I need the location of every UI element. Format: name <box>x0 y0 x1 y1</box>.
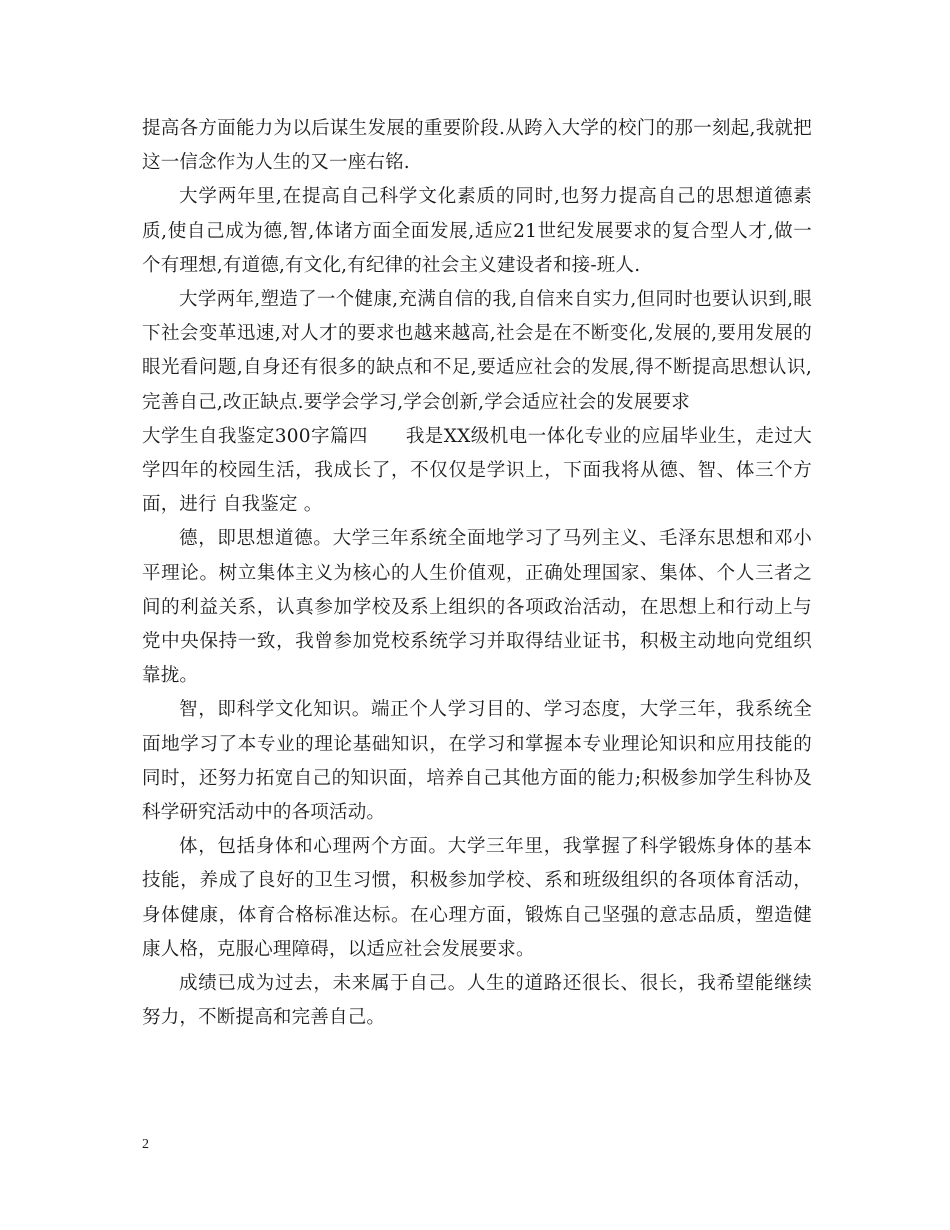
paragraph: 大学两年里,在提高自己科学文化素质的同时,也努力提高自己的思想道德素质,使自己成为德,智,体诸方面全面发展,适应21世纪发展要求的复合型人才,做一个有理想,有道德,有文化,有纪律的社会主义建设者和接-班人. <box>142 186 812 276</box>
paragraph: 提高各方面能力为以后谋生发展的重要阶段.从跨入大学的校门的那一刻起,我就把这一信念作为人生的又一座右铭. <box>142 118 812 174</box>
document-body <box>142 112 812 1035</box>
paragraph: 智，即科学文化知识。端正个人学习目的、学习态度，大学三年，我系统全面地学习了本专业的理论基础知识，在学习和掌握本专业理论知识和应用技能的同时，还努力拓宽自己的知识面，培养自己其他方面的能力;积极参加学生科协及科学研究活动中的各项活动。 <box>142 699 812 824</box>
paragraph-section-heading: 大学生自我鉴定300字篇四 我是XX级机电一体化专业的应届毕业生，走过大学四年的校园生活，我成长了，不仅仅是学识上，下面我将从德、智、体三个方面，进行 自我鉴定 。 <box>142 425 812 516</box>
paragraph: 大学两年,塑造了一个健康,充满自信的我,自信来自实力,但同时也要认识到,眼下社会变革迅速,对人才的要求也越来越高,社会是在不断变化,发展的,要用发展的眼光看问题,自身还有很多的缺点和不足,要适应社会的发展,得不断提高思想认识,完善自己,改正缺点.要学会学习,学会创新,学会适应社会的发展要求 <box>142 289 812 413</box>
page-number: 2 <box>142 1137 149 1152</box>
paragraph: 体，包括身体和心理两个方面。大学三年里，我掌握了科学锻炼身体的基本技能，养成了良好的卫生习惯，积极参加学校、系和班级组织的各项体育活动，身体健康，体育合格标准达标。在心理方面，锻炼自己坚强的意志品质，塑造健康人格，克服心理障碍，以适应社会发展要求。 <box>142 836 812 960</box>
paragraph: 德，即思想道德。大学三年系统全面地学习了马列主义、毛泽东思想和邓小平理论。树立集体主义为核心的人生价值观，正确处理国家、集体、个人三者之间的利益关系，认真参加学校及系上组织的各项政治活动，在思想上和行动上与党中央保持一致，我曾参加党校系统学习并取得结业证书，积极主动地向党组织靠拢。 <box>142 528 812 687</box>
paragraph: 成绩已成为过去，未来属于自己。人生的道路还很长、很长，我希望能继续努力，不断提高和完善自己。 <box>142 973 812 1029</box>
